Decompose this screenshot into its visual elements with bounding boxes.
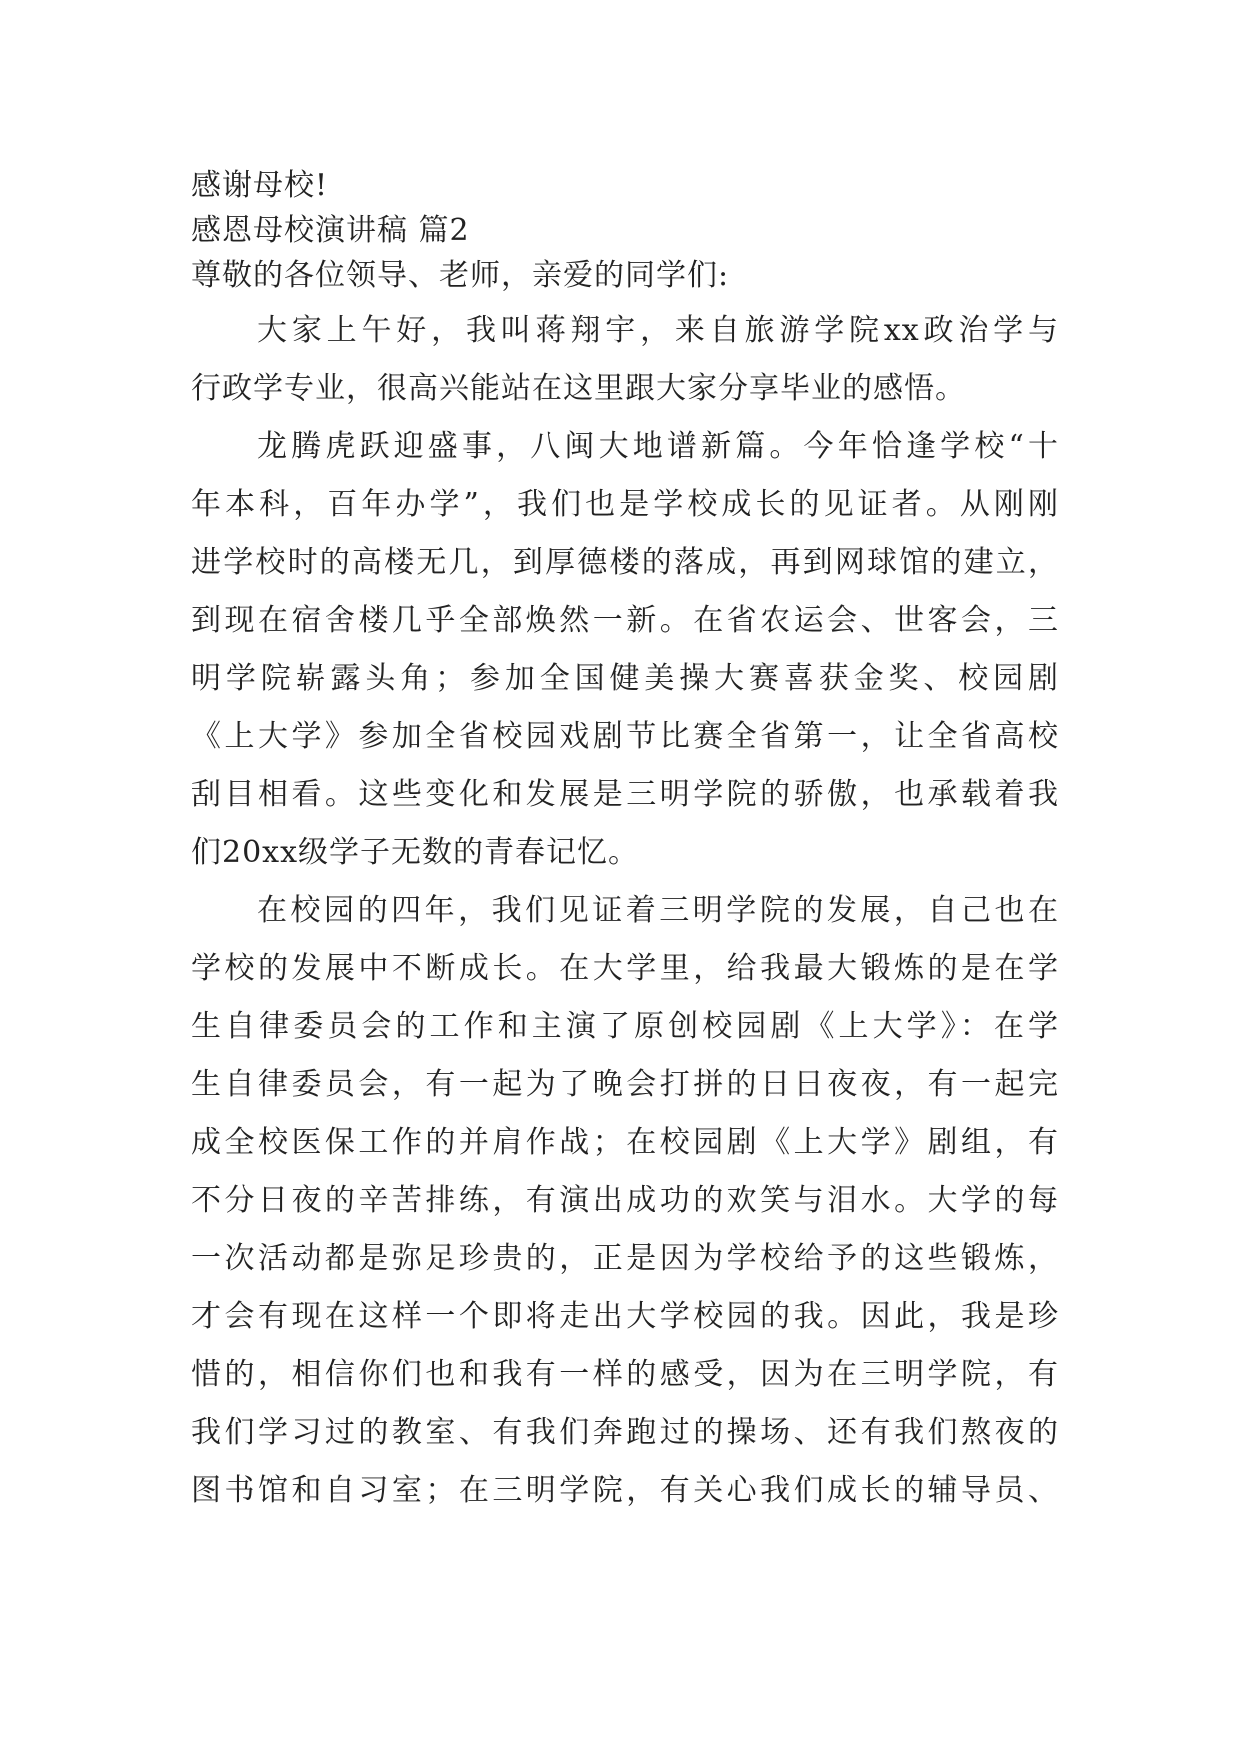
section-heading: 感恩母校演讲稿 篇2 (191, 213, 470, 248)
paragraph-line: 到现在宿舍楼几乎全部焕然一新。在省农运会、世客会，三 (191, 603, 1059, 638)
paragraph-line: 明学院崭露头角；参加全国健美操大赛喜获金奖、校园剧 (191, 661, 1059, 696)
paragraph-line: 图书馆和自习室；在三明学院，有关心我们成长的辅导员、 (191, 1473, 1059, 1508)
paragraph-line: 进学校时的高楼无几，到厚德楼的落成，再到网球馆的建立， (191, 545, 1059, 580)
paragraph-line: 在校园的四年，我们见证着三明学院的发展，自己也在 (257, 893, 1059, 928)
document-body (191, 163, 1059, 1520)
closing-line: 感谢母校! (191, 168, 329, 203)
paragraph-line: 们20xx级学子无数的青春记忆。 (191, 835, 640, 870)
paragraph-line: 行政学专业，很高兴能站在这里跟大家分享毕业的感悟。 (191, 371, 966, 406)
salutation: 尊敬的各位领导、老师，亲爱的同学们: (191, 258, 730, 293)
paragraph-2 (191, 418, 1059, 882)
paragraph-line: 惜的，相信你们也和我有一样的感受，因为在三明学院，有 (191, 1357, 1059, 1392)
paragraph-line: 龙腾虎跃迎盛事，八闽大地谱新篇。今年恰逢学校“十 (257, 429, 1059, 464)
paragraph-line: 年本科，百年办学”，我们也是学校成长的见证者。从刚刚 (191, 487, 1059, 522)
paragraph-line: 成全校医保工作的并肩作战；在校园剧《上大学》剧组，有 (191, 1125, 1059, 1160)
paragraph-line: 学校的发展中不断成长。在大学里，给我最大锻炼的是在学 (191, 951, 1059, 986)
paragraph-1 (191, 302, 1059, 418)
paragraph-line: 才会有现在这样一个即将走出大学校园的我。因此，我是珍 (191, 1299, 1059, 1334)
paragraph-line: 《上大学》参加全省校园戏剧节比赛全省第一，让全省高校 (191, 719, 1059, 754)
paragraph-line: 刮目相看。这些变化和发展是三明学院的骄傲，也承载着我 (191, 777, 1059, 812)
paragraph-3 (191, 882, 1059, 1520)
paragraph-line: 一次活动都是弥足珍贵的，正是因为学校给予的这些锻炼， (191, 1241, 1059, 1276)
paragraph-line: 生自律委员会，有一起为了晚会打拼的日日夜夜，有一起完 (191, 1067, 1059, 1102)
paragraph-line: 不分日夜的辛苦排练，有演出成功的欢笑与泪水。大学的每 (191, 1183, 1059, 1218)
paragraph-line: 我们学习过的教室、有我们奔跑过的操场、还有我们熬夜的 (191, 1415, 1059, 1450)
paragraph-line: 大家上午好，我叫蒋翔宇，来自旅游学院xx政治学与 (257, 313, 1059, 348)
paragraph-line: 生自律委员会的工作和主演了原创校园剧《上大学》：在学 (191, 1009, 1059, 1044)
